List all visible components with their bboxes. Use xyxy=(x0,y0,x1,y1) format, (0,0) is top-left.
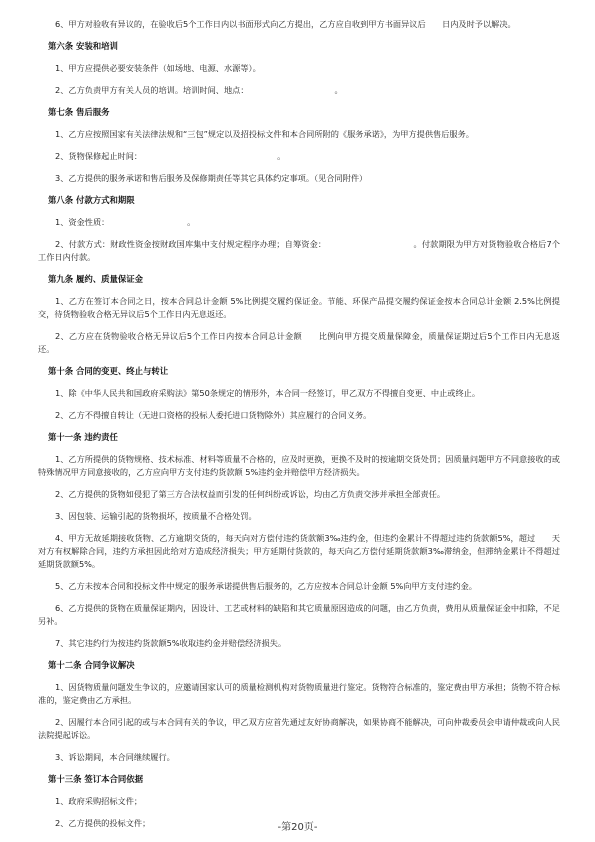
article-11-item-7: 7、其它违约行为按违约货款额5%收取违约金并赔偿经济损失。 xyxy=(55,638,287,648)
article-11-item-3: 3、因包装、运输引起的货物损坏，按质量不合格处罚。 xyxy=(55,511,257,521)
article-10-heading: 第十条 合同的变更、终止与转让 xyxy=(48,366,169,376)
article-10-item-1: 1、除《中华人民共和国政府采购法》第50条规定的情形外，本合同一经签订，甲乙双方不得擅自变更、中止或终止。 xyxy=(55,388,481,398)
article-11-heading: 第十一条 违约责任 xyxy=(48,432,118,442)
article-7-item-1: 1、乙方应按照国家有关法律法规和“三包”规定以及招投标文件和本合同所附的《服务承诺》，为甲方提供售后服务。 xyxy=(55,129,474,139)
article-9-item-1: 1、乙方在签订本合同之日，按本合同总计金额 5%比例提交履约保证金。节能、环保产品提交履约保证金按本合同总计金额 2.5%比例提交，待货物验收合格无异议后5个工作日内无息返还。 xyxy=(38,296,560,319)
article-12-heading: 第十二条 合同争议解决 xyxy=(48,660,135,670)
article-6-item-1: 1、甲方应提供必要安装条件（如场地、电源、水源等）。 xyxy=(55,63,261,73)
article-12-item-1: 1、因货物质量问题发生争议的，应邀请国家认可的质量检测机构对货物质量进行鉴定。货物符合标准的，鉴定费由甲方承担；货物不符合标准的，鉴定费由乙方承担。 xyxy=(38,682,560,705)
article-8-item-1: 1、资金性质： 。 xyxy=(55,217,196,227)
article-7-item-2: 2、货物保修起止时间： 。 xyxy=(55,151,286,161)
article-13-item-1: 1、政府采购招标文件； xyxy=(55,796,143,806)
article-6-item-2: 2、乙方负责甲方有关人员的培训。培训时间、地点： 。 xyxy=(55,85,343,95)
article-13-item-2: 2、乙方提供的投标文件； xyxy=(55,818,151,828)
article-7-heading: 第七条 售后服务 xyxy=(48,107,110,117)
contract-body xyxy=(38,18,560,836)
article-9-heading: 第九条 履约、质量保证金 xyxy=(48,274,144,284)
article-9-item-2: 2、乙方应在货物验收合格无异议后5个工作日内按本合同总计金额 比例向甲方提交质量保障金，质量保证期过后5个工作日内无息返还。 xyxy=(38,331,560,354)
article-12-item-3: 3、诉讼期间，本合同继续履行。 xyxy=(55,752,175,762)
article-11-item-5: 5、乙方未按本合同和投标文件中规定的服务承诺提供售后服务的，乙方应按本合同总计金额 5%向甲方支付违约金。 xyxy=(55,581,477,591)
article-11-item-1: 1、乙方所提供的货物规格、技术标准、材料等质量不合格的，应及时更换，更换不及时的按逾期交货处罚；因质量问题甲方不同意接收的或特殊情况甲方同意接收的，乙方应向甲方支付违约货款额 5%违约金并赔偿甲方经济损失。 xyxy=(38,454,560,477)
clause-6-6: 6、甲方对验收有异议的，在验收后5个工作日内以书面形式向乙方提出，乙方应自收到甲方书面异议后 日内及时予以解决。 xyxy=(55,19,516,29)
page-number: -第20页- xyxy=(277,822,318,833)
article-11-item-4: 4、甲方无故延期接收货物、乙方逾期交货的，每天向对方偿付违约货款额3‰违约金，但违约金累计不得超过违约货款额5%，超过 天对方有权解除合同，违约方承担因此给对方造成经济损失；甲方延期付货款的，每天向乙方偿付延期货款额3‰滞纳金，但滞纳金累计不得超过延期货款额5%。 xyxy=(38,533,560,569)
article-11-item-2: 2、乙方提供的货物如侵犯了第三方合法权益而引发的任何纠纷或诉讼，均由乙方负责交涉并承担全部责任。 xyxy=(55,489,446,499)
article-7-item-3: 3、乙方提供的服务承诺和售后服务及保修期责任等其它具体约定事项。（见合同附件） xyxy=(55,173,368,183)
article-10-item-2: 2、乙方不得擅自转让（无进口资格的投标人委托进口货物除外）其应履行的合同义务。 xyxy=(55,410,372,420)
article-6-heading: 第六条 安装和培训 xyxy=(48,41,118,51)
article-8-item-2: 2、付款方式：财政性资金按财政国库集中支付规定程序办理；自筹资金： 。付款期限为甲方对货物验收合格后7个工作日内付款。 xyxy=(38,239,560,262)
article-11-item-6: 6、乙方提供的货物在质量保证期内，因设计、工艺或材料的缺陷和其它质量原因造成的问题，由乙方负责，费用从质量保证金中扣除，不足另补。 xyxy=(38,603,560,626)
article-12-item-2: 2、因履行本合同引起的或与本合同有关的争议，甲乙双方应首先通过友好协商解决，如果协商不能解决，可向仲裁委员会申请仲裁或向人民法院提起诉讼。 xyxy=(38,717,560,740)
article-8-heading: 第八条 付款方式和期限 xyxy=(48,195,135,205)
article-13-heading: 第十三条 签订本合同依据 xyxy=(48,774,144,784)
